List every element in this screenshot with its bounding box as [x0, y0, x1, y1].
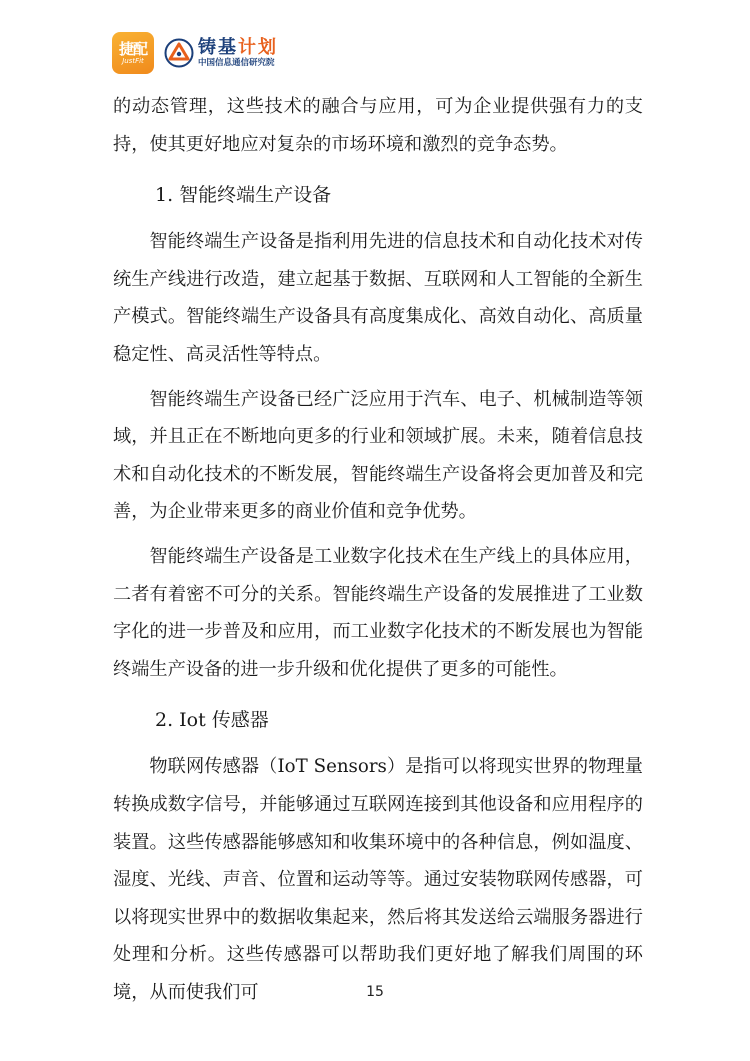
document-body — [113, 88, 643, 1011]
zhuji-logo — [164, 38, 278, 69]
justfit-logo — [112, 32, 154, 74]
paragraph: 智能终端生产设备是工业数字化技术在生产线上的具体应用，二者有着密不可分的关系。智能终端生产设备的发展推进了工业数字化的进一步普及和应用，而工业数字化技术的不断发展也为智能终端生产设备的进一步升级和优化提供了更多的可能性。 — [113, 545, 643, 680]
page-number: 15 — [366, 984, 384, 1000]
paragraph: 智能终端生产设备已经广泛应用于汽车、电子、机械制造等领域，并且正在不断地向更多的行业和领域扩展。未来，随着信息技术和自动化技术的不断发展，智能终端生产设备将会更加普及和完善，为企业带来更多的商业价值和竞争优势。 — [113, 388, 643, 523]
zhuji-logo-title — [198, 38, 278, 58]
zhuji-logo-subtitle: 中国信息通信研究院 — [198, 57, 275, 68]
paragraph-continuation: 的动态管理，这些技术的融合与应用，可为企业提供强有力的支持，使其更好地应对复杂的市场环境和激烈的竞争态势。 — [113, 96, 643, 155]
section-heading-2: 2. Iot 传感器 — [155, 709, 269, 732]
zhuji-triangle-logo-icon — [164, 38, 194, 68]
page-header — [112, 30, 278, 76]
zhuji-logo-title-b: 计划 — [238, 36, 278, 58]
section-heading-1: 1. 智能终端生产设备 — [155, 184, 332, 207]
justfit-logo-en: JustFit — [122, 56, 144, 65]
zhuji-logo-title-a: 铸基 — [198, 36, 238, 58]
paragraph: 智能终端生产设备是指利用先进的信息技术和自动化技术对传统生产线进行改造，建立起基于数据、互联网和人工智能的全新生产模式。智能终端生产设备具有高度集成化、高效自动化、高质量稳定性、高灵活性等特点。 — [113, 231, 643, 365]
justfit-logo-cn: 捷配 — [118, 39, 147, 58]
paragraph: 物联网传感器（IoT Sensors）是指可以将现实世界的物理量转换成数字信号，并能够通过互联网连接到其他设备和应用程序的装置。这些传感器能够感知和收集环境中的各种信息，例如温度、湿度、光线、声音、位置和运动等等。通过安装物联网传感器，可以将现实世界中的数据收集起来，然后将其发送给云端服务器进行处理和分析。这些传感器可以帮助我们更好地了解我们周围的环境，从而使我们可 — [113, 756, 643, 1003]
